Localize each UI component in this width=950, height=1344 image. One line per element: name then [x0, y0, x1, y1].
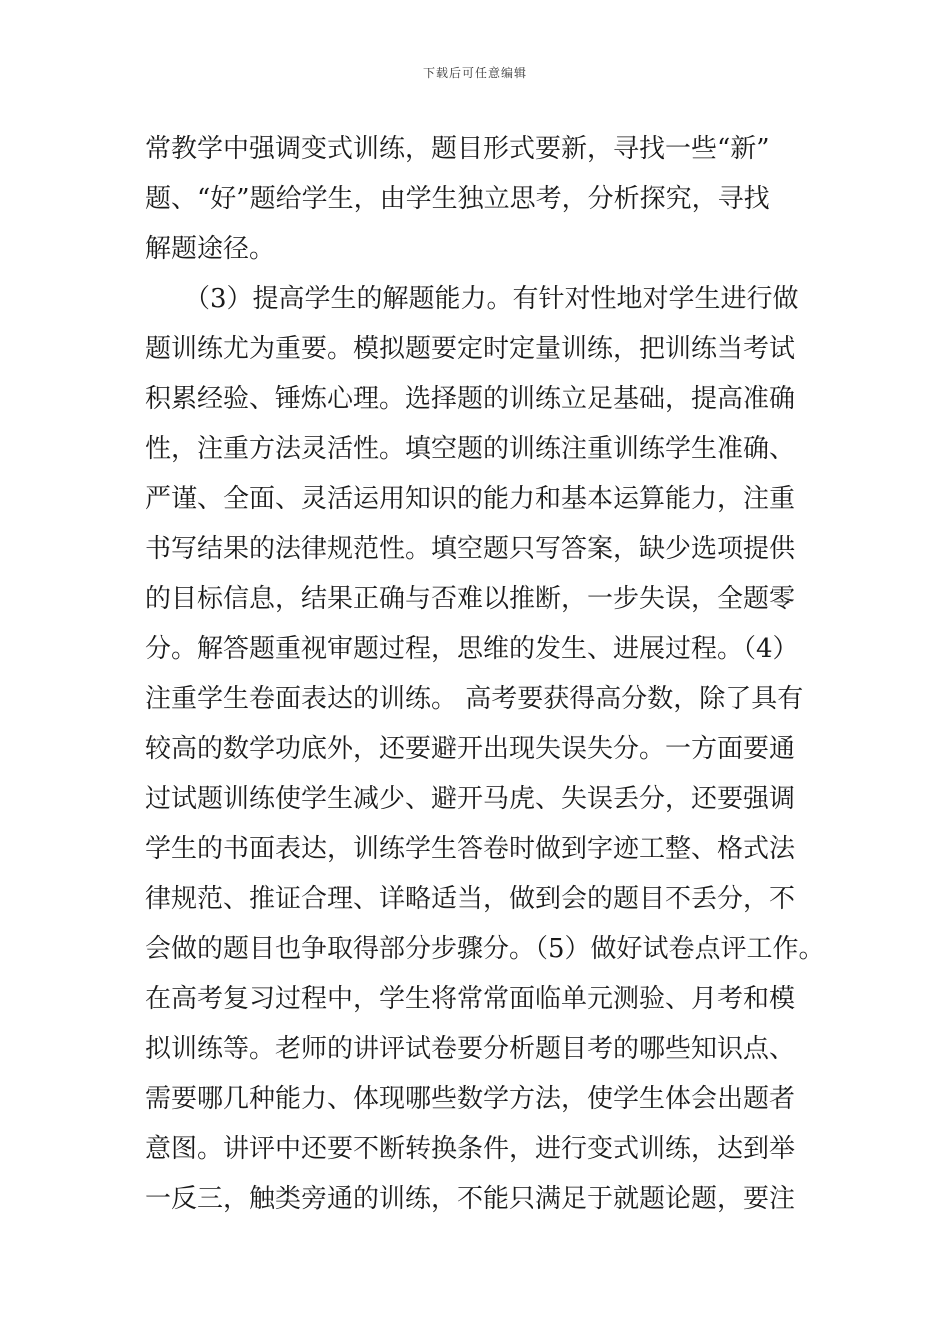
page-header: 下载后可任意编辑 [422, 66, 527, 80]
text-line: 过试题训练使学生减少、避开马虎、失误丢分，还要强调 [145, 784, 796, 814]
text-line: 一反三，触类旁通的训练，不能只满足于就题论题，要注 [145, 1184, 796, 1214]
text-line: 性，注重方法灵活性。填空题的训练注重训练学生准确、 [145, 434, 796, 464]
text-line: 学生的书面表达，训练学生答卷时做到字迹工整、格式法 [145, 834, 796, 864]
text-line: 意图。讲评中还要不断转换条件，进行变式训练，达到举 [145, 1134, 796, 1164]
text-line: 解题途径。 [145, 234, 276, 264]
text-line: 分。解答题重视审题过程，思维的发生、进展过程。（4） [145, 634, 799, 664]
text-line: 注重学生卷面表达的训练。 高考要获得高分数，除了具有 [145, 684, 804, 714]
text-line: 较高的数学功底外，还要避开出现失误失分。一方面要通 [145, 734, 796, 764]
text-line: 需要哪几种能力、体现哪些数学方法，使学生体会出题者 [145, 1084, 796, 1114]
text-line: 会做的题目也争取得部分步骤分。（5）做好试卷点评工作。 [145, 934, 825, 964]
text-line: 常教学中强调变式训练，题目形式要新，寻找一些“新” [145, 134, 770, 164]
text-line: 的目标信息，结果正确与否难以推断，一步失误，全题零 [145, 584, 796, 614]
text-line: 题训练尤为重要。模拟题要定时定量训练，把训练当考试 [145, 334, 796, 364]
text-line: （3）提高学生的解题能力。有针对性地对学生进行做 [145, 284, 799, 314]
text-line: 积累经验、锤炼心理。选择题的训练立足基础，提高准确 [145, 384, 796, 414]
text-line: 题、“好”题给学生，由学生独立思考，分析探究，寻找 [145, 184, 770, 214]
text-line: 律规范、推证合理、详略适当，做到会的题目不丢分，不 [145, 884, 796, 914]
text-line: 拟训练等。老师的讲评试卷要分析题目考的哪些知识点、 [145, 1034, 796, 1064]
document-body [145, 124, 845, 1224]
text-line: 书写结果的法律规范性。填空题只写答案，缺少选项提供 [145, 534, 796, 564]
text-line: 在高考复习过程中，学生将常常面临单元测验、月考和模 [145, 984, 796, 1014]
text-line: 严谨、全面、灵活运用知识的能力和基本运算能力，注重 [145, 484, 796, 514]
